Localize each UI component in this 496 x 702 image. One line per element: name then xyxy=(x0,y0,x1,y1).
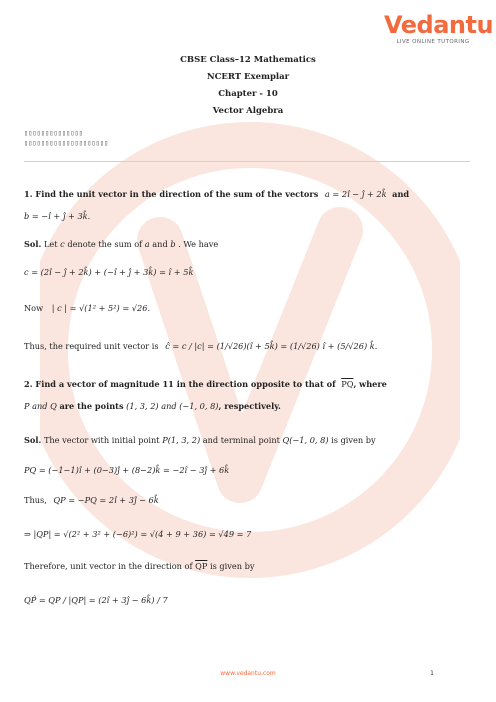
point-q: Q(−1, 0, 8) xyxy=(282,435,329,445)
question-2-line-2 xyxy=(24,400,281,412)
solution-2-label: Sol. xyxy=(24,435,42,445)
page-number: 1 xyxy=(430,670,434,677)
equation-sum: c = (2î − ĵ + 2k̂) + (−î + ĵ + 3k̂) = î + 5k̂ xyxy=(24,267,194,277)
header-title: Vector Algebra xyxy=(212,106,284,116)
equation-unit-vector: ĉ = c / |c| = (1/√26)(î + 5k̂) = (1/√26) î + (5/√26) k̂. xyxy=(165,341,378,351)
solution-1-we-have: . We have xyxy=(178,239,219,249)
garbled-text-block xyxy=(24,128,108,148)
now-label: Now xyxy=(24,303,44,313)
question-2-are-points: are the points xyxy=(59,401,124,411)
solution-2-intro xyxy=(24,434,376,446)
solution-2-text-a: The vector with initial point xyxy=(43,435,160,445)
solution-1-intro xyxy=(24,238,218,250)
equation-qp-unit: QP̂ = QP / |QP| = (2î + 3ĵ − 6k̂) / 7 xyxy=(24,595,168,605)
solution-2-text-c: is given by xyxy=(331,435,376,445)
qp-line xyxy=(24,494,159,506)
question-2-where: , where xyxy=(353,379,387,389)
question-2-line-1 xyxy=(24,378,387,390)
question-1-text: 1. Find the unit vector in the direction of the sum of the vectors xyxy=(24,189,319,199)
unit-vector-line xyxy=(24,340,377,352)
question-1-and: and xyxy=(392,189,410,199)
header-class: CBSE Class–12 Mathematics xyxy=(180,55,316,65)
equation-qp: QP = −PQ = 2î + 3ĵ − 6k̂ xyxy=(53,495,159,505)
vector-pq: $\overline{PQ}$ xyxy=(341,379,354,389)
logo-tagline: LIVE ONLINE TUTORING xyxy=(396,39,470,45)
magnitude-line xyxy=(24,302,150,314)
solution-1-denote: denote the sum of xyxy=(67,239,143,249)
equation-qp-magnitude: ⇒ |QP| = √(2² + 3² + (−6)²) = √(4 + 9 + 36) = √49 = 7 xyxy=(24,529,252,539)
footer-url[interactable]: www.vedantu.com xyxy=(220,670,276,677)
points-coordinates: (1, 3, 2) and (−1, 0, 8) xyxy=(126,401,219,411)
section-divider xyxy=(24,161,470,162)
var-a: a xyxy=(144,239,150,249)
points-p-q: P and Q xyxy=(24,401,57,411)
thus-label: Thus, the required unit vector is xyxy=(24,341,159,351)
garbled-line-2: ▯▯▯▯▯▯▯▯▯▯▯▯▯▯▯▯▯▯▯▯ xyxy=(24,139,109,147)
logo-wordmark: Vedantu xyxy=(384,11,494,39)
solution-1-let: Let xyxy=(43,239,58,249)
garbled-line-1: ▯▯▯▯▯▯▯▯▯▯▯▯▯▯ xyxy=(24,129,84,137)
thus-2-label: Thus, xyxy=(24,495,47,505)
var-b: b xyxy=(170,239,176,249)
solution-2-text-b: and terminal point xyxy=(202,435,280,445)
question-2-text: 2. Find a vector of magnitude 11 in the direction opposite to that of xyxy=(24,379,336,389)
therefore-qp: $\overline{QP}$ xyxy=(195,561,208,571)
equation-magnitude: | c | = √(1² + 5²) = √26. xyxy=(51,303,151,313)
vedantu-logo xyxy=(384,11,494,56)
point-p: P(1, 3, 2) xyxy=(162,435,201,445)
question-2-respectively: , respectively. xyxy=(218,401,281,411)
document-header xyxy=(0,52,496,120)
solution-1-label: Sol. xyxy=(24,239,42,249)
therefore-text-a: Therefore, unit vector in the direction of xyxy=(24,561,193,571)
therefore-line xyxy=(24,560,254,572)
solution-1-and: and xyxy=(152,239,168,249)
vector-a-def: a = 2î − ĵ + 2k̂ xyxy=(324,189,387,199)
header-book: NCERT Exemplar xyxy=(206,72,290,82)
var-c: c xyxy=(60,239,65,249)
header-chapter: Chapter - 10 xyxy=(218,89,278,99)
therefore-text-b: is given by xyxy=(209,561,255,571)
vector-b-def: b = −î + ĵ + 3k̂. xyxy=(24,211,91,221)
question-1-line-1 xyxy=(24,188,409,200)
equation-pq: PQ = (−1−1)î + (0−3)ĵ + (8−2)k̂ = −2î − 3ĵ + 6k̂ xyxy=(24,465,230,475)
